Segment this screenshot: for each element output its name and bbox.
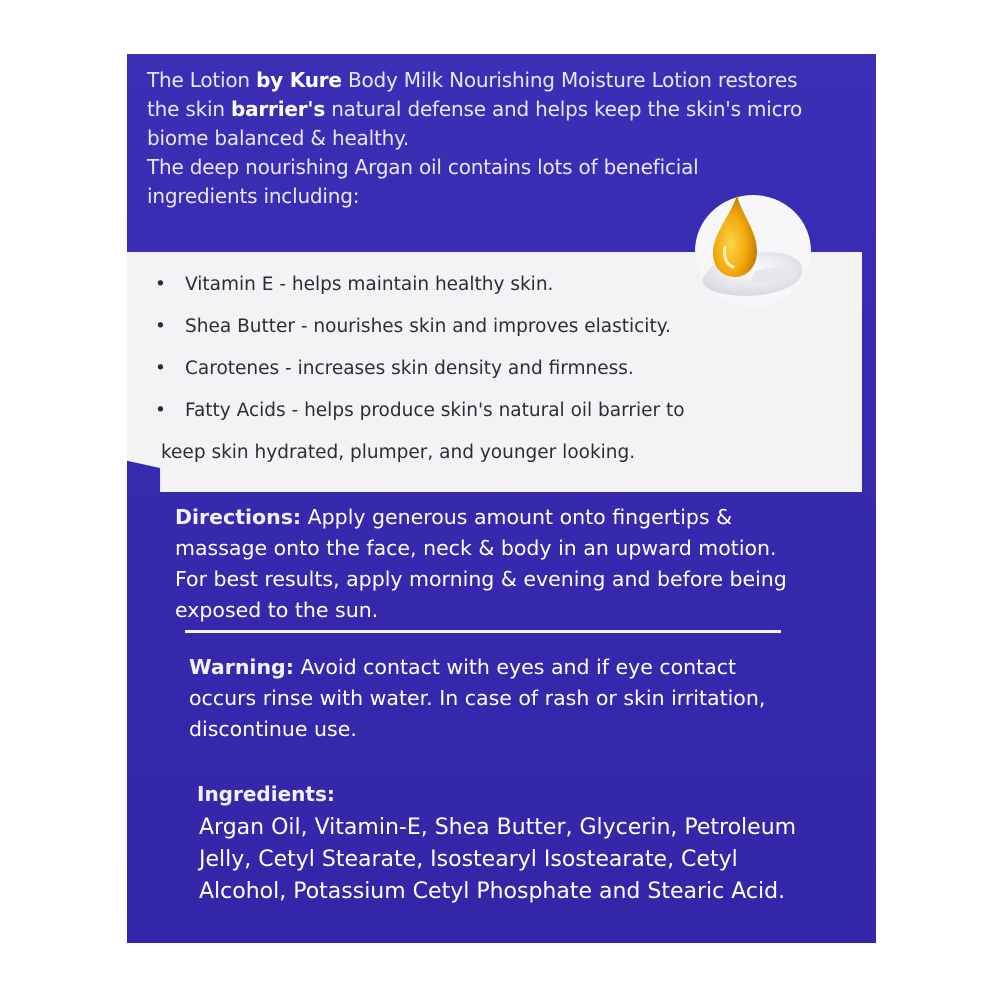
bullet-dot: • <box>155 400 166 421</box>
warning-section <box>189 652 789 745</box>
directions-heading: Directions: <box>175 505 302 529</box>
bullet-text: Fatty Acids - helps produce skin's natural oil barrier to <box>185 400 685 421</box>
intro-line-3: biome balanced & healthy. <box>147 126 410 150</box>
warning-heading: Warning: <box>189 655 294 679</box>
brand-name: by Kure <box>256 68 342 92</box>
bullet-continuation: keep skin hydrated, plumper, and younger looking. <box>161 442 636 463</box>
divider <box>185 630 781 633</box>
bullet-dot: • <box>155 316 166 337</box>
list-item <box>149 308 839 350</box>
intro-line-5: ingredients including: <box>147 184 360 208</box>
warning-text: Avoid contact with eyes and if eye contact occurs rinse with water. In case of rash or skin irritation, discontinue use. <box>189 655 766 741</box>
list-item <box>149 392 839 434</box>
directions-text: Apply generous amount onto fingertips & massage onto the face, neck & body in an upward motion. For best results, apply morning & evening and before being exposed to the sun. <box>175 505 787 622</box>
ingredients-text: Argan Oil, Vitamin-E, Shea Butter, Glycerin, Petroleum Jelly, Cetyl Stearate, Isostearyl Isostearate, Cetyl Alcohol, Potassium Cetyl Phosphate and Stearic Acid. <box>199 815 797 904</box>
intro-line-1-end: Body Milk Nourishing Moisture Lotion restores <box>341 68 798 92</box>
bullet-dot: • <box>155 358 166 379</box>
bullet-text: Carotenes - increases skin density and firmness. <box>185 358 634 379</box>
bullet-text: Shea Butter - nourishes skin and improves elasticity. <box>185 316 671 337</box>
intro-line-2 <box>147 95 862 124</box>
bullet-dot: • <box>155 274 166 295</box>
intro-line-4: The deep nourishing Argan oil contains lots of beneficial <box>147 155 699 179</box>
barrier-word: barrier's <box>230 97 326 121</box>
product-label <box>127 54 876 943</box>
intro-line-2-start: the skin <box>147 97 231 121</box>
benefits-list <box>149 266 839 472</box>
directions-section <box>175 502 800 626</box>
list-item <box>149 350 839 392</box>
ingredients-heading: Ingredients: <box>197 782 335 806</box>
intro-line-1-start: The Lotion <box>147 68 257 92</box>
bullet-text: Vitamin E - helps maintain healthy skin. <box>185 274 554 295</box>
intro-line-1 <box>147 66 862 95</box>
intro-line-2-end: natural defense and helps keep the skin's micro <box>325 97 803 121</box>
list-item <box>149 266 839 308</box>
